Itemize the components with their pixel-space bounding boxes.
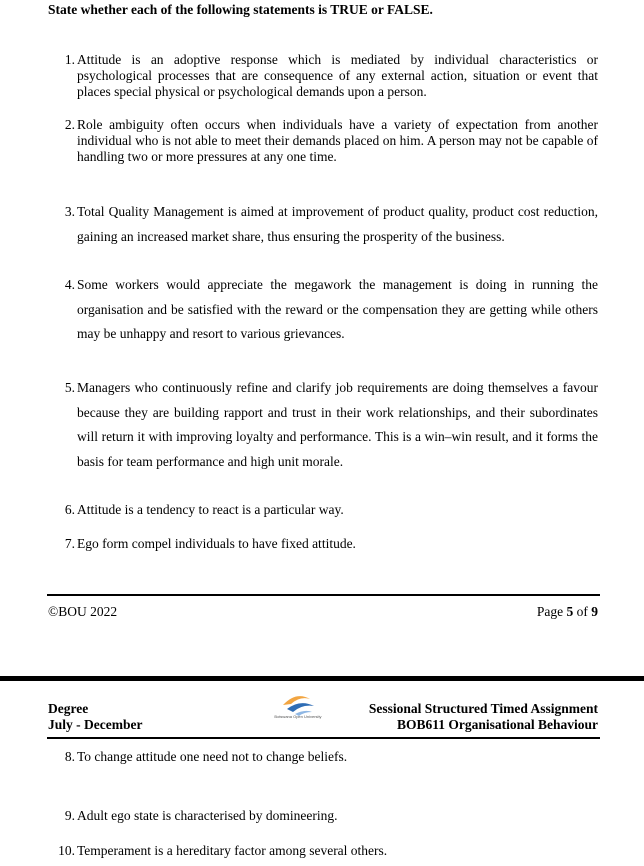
page-current: 5 [566, 604, 574, 619]
header-right [369, 701, 598, 733]
footer-page-number [537, 604, 598, 620]
question-3 [55, 200, 598, 249]
question-9 [55, 808, 598, 824]
page-total: 9 [591, 604, 598, 619]
question-text: Ego form compel individuals to have fixed attitude. [77, 536, 356, 551]
question-5 [55, 376, 598, 474]
header-left [48, 701, 142, 733]
question-2 [55, 117, 598, 164]
page-break-rule [0, 676, 644, 681]
header-rule [47, 737, 600, 739]
question-number: 3. [64, 204, 75, 219]
question-number: 7. [64, 536, 75, 551]
logo-icon [274, 693, 322, 727]
question-1 [55, 52, 598, 99]
question-number: 5. [64, 380, 75, 395]
page-prefix: Page [536, 604, 567, 619]
question-number: 10. [58, 843, 75, 858]
logo-text: Botswana Open University [274, 714, 322, 719]
header-term: July - December [48, 717, 143, 732]
question-text: Role ambiguity often occurs when individuals have a variety of expectation from another individual who is not able to meet their demands placed on him. A person may not be capable of handling two or more pressures at any one time. [77, 117, 598, 164]
question-7 [55, 536, 598, 552]
instruction-heading: State whether each of the following statements is TRUE or FALSE. [48, 2, 433, 17]
question-text: Attitude is a tendency to react is a particular way. [77, 502, 344, 517]
question-number: 8. [64, 749, 75, 764]
question-number: 2. [64, 117, 75, 132]
page-of: of [573, 604, 592, 619]
header-assignment: Sessional Structured Timed Assignment [368, 701, 598, 716]
question-text: Managers who continuously refine and clarify job requirements are doing themselves a favour because they are building rapport and trust in their work relationships, and their subordinates will return it with improving loyalty and performance. This is a win–win result, and it forms the basis for team performance and high unit morale. [77, 380, 598, 469]
header-course: BOB611 Organisational Behaviour [396, 717, 598, 732]
question-number: 1. [64, 52, 75, 67]
header-degree: Degree [48, 701, 89, 716]
question-text: Adult ego state is characterised by domineering. [77, 808, 338, 823]
question-text: Some workers would appreciate the megawork the management is doing in running the organisation and be satisfied with the reward or the compensation they are getting while others may be unhappy and resort to various grievances. [77, 277, 598, 341]
question-text: Attitude is an adoptive response which is mediated by individual characteristics or psychological processes that are consequence of any external action, situation or event that places special physical or psychological demands upon a person. [77, 52, 598, 99]
question-10 [55, 843, 598, 859]
question-6 [55, 502, 598, 518]
footer-copyright: ©BOU 2022 [48, 604, 118, 619]
question-number: 6. [64, 502, 75, 517]
question-4 [55, 273, 598, 347]
question-text: Total Quality Management is aimed at improvement of product quality, product cost reduction, gaining an increased market share, thus ensuring the prosperity of the business. [77, 204, 598, 244]
footer-rule [47, 594, 600, 596]
question-text: Temperament is a hereditary factor among several others. [77, 843, 388, 858]
question-number: 4. [64, 277, 75, 292]
question-text: To change attitude one need not to change beliefs. [77, 749, 348, 764]
question-8 [55, 749, 598, 765]
bou-logo [274, 693, 322, 727]
question-number: 9. [64, 808, 75, 823]
